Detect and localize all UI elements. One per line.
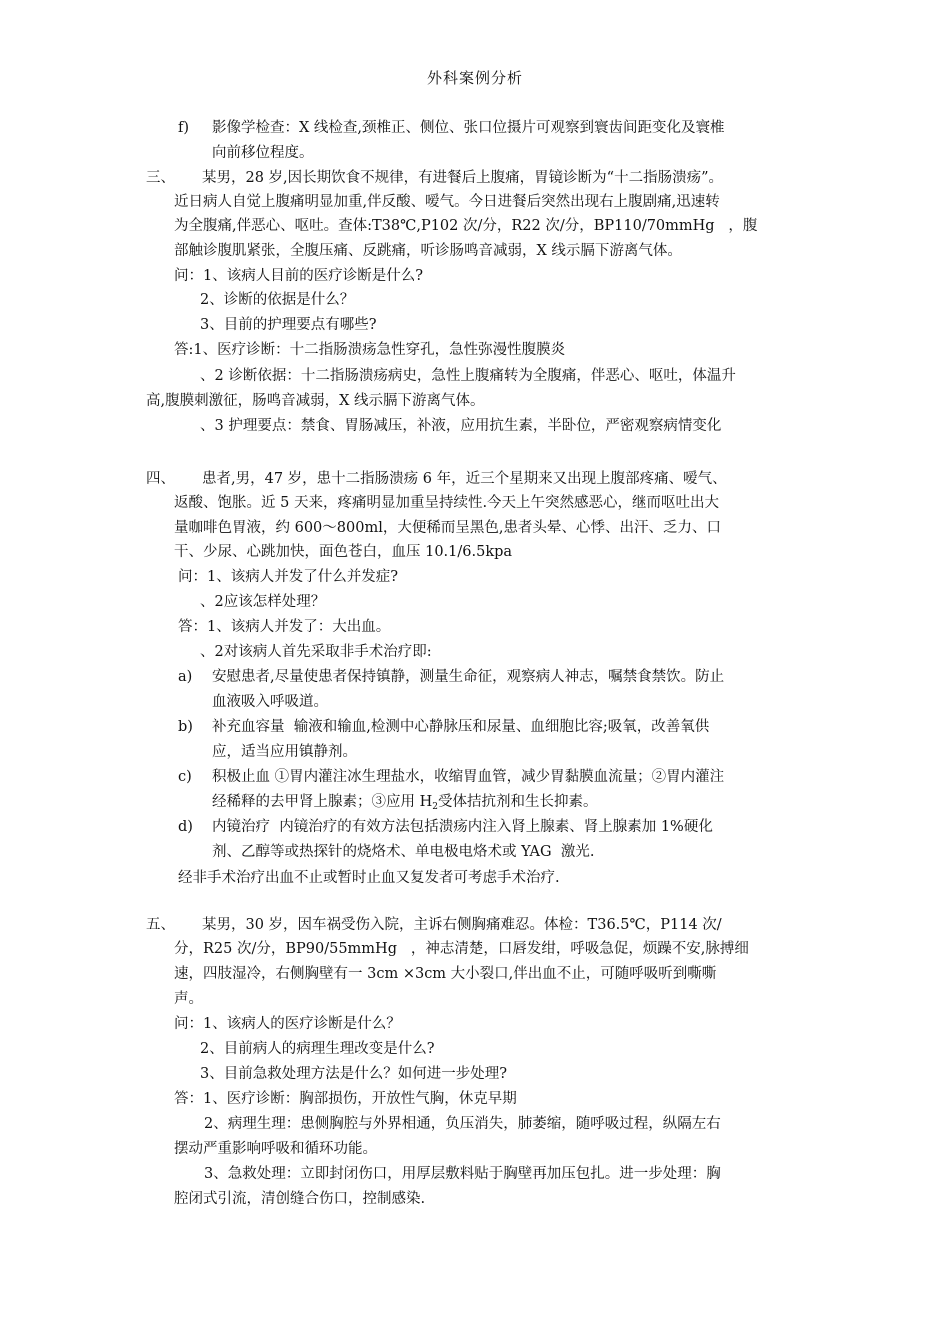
- answer-line: ⁠、2 诊断依据：十二指肠溃疡病史，急性上腹痛转为全腹痛，伴恶心、呕吐，体温升: [200, 368, 736, 384]
- answer-line: 2、病理生理：患侧胸腔与外界相通，负压消失，肺萎缩，随呼吸过程，纵隔左右: [204, 1116, 721, 1132]
- paragraph-line: 返酸、饱胀。近 5 天来，疼痛明显加重呈持续性.今天上午突然感恶心，继而呕吐出大: [174, 495, 720, 511]
- case-number: 五、: [146, 917, 175, 933]
- paragraph-line: 速，四肢湿冷，右侧胸壁有一 3cm ×3cm 大小裂口,伴出血不止，可随呼吸听到嘶嘶: [174, 966, 717, 982]
- answer-line: 、3 护理要点：禁食、胃肠减压，补液，应用抗生素，半卧位，严密观察病情变化: [200, 418, 722, 434]
- question-line: 问：1、该病人的医疗诊断是什么？: [174, 1016, 401, 1032]
- answer-line: 答:1、医疗诊断：十二指肠溃疡急性穿孔，急性弥漫性腹膜炎: [174, 342, 566, 358]
- list-item-line: 剂、乙醇等或热探针的烧烙术、单电极电烙术或 YAG 激光.: [212, 844, 595, 860]
- paragraph-line: 患者,男，47 岁，患十二指肠溃疡 6 年，近三个星期来又出现上腹部疼痛、嗳气、: [202, 471, 727, 487]
- item-label: a): [178, 669, 193, 685]
- item-label: f): [178, 120, 190, 136]
- subscript: 2: [432, 802, 438, 812]
- list-item-line: 应，适当应用镇静剂。: [212, 744, 357, 760]
- paragraph-line: 向前移位程度。: [212, 145, 314, 161]
- list-item-line: 安慰患者,尽量使患者保持镇静，测量生命征，观察病人神志，嘱禁食禁饮。防止: [212, 669, 725, 685]
- question-line: 问：1、该病人目前的医疗诊断是什么?: [174, 268, 423, 284]
- answer-line: 答：1、该病人并发了：大出血。: [178, 619, 391, 635]
- conclusion-line: 经非手术治疗出血不止或暂时止血又复发者可考虑手术治疗.: [178, 870, 560, 886]
- question-line: 、2应该怎样处理？: [200, 594, 326, 610]
- item-label: c): [178, 769, 192, 785]
- list-item-text: 受体拮抗剂和生长抑素。: [438, 794, 598, 810]
- paragraph-line: 部触诊腹肌紧张，全腹压痛、反跳痛，听诊肠鸣音减弱，X 线示膈下游离气体。: [174, 243, 682, 259]
- question-line: 3、目前的护理要点有哪些?: [200, 317, 377, 333]
- paragraph-line: 某男，30 岁，因车祸受伤入院，主诉右侧胸痛难忍。体检：T36.5℃，P114 次/: [202, 917, 722, 933]
- list-item-text: 经稀释的去甲肾上腺素；③应用 H: [212, 794, 433, 810]
- question-line: 2、诊断的依据是什么？: [200, 292, 355, 308]
- answer-line: 高,腹膜刺激征，肠鸣音减弱，X 线示膈下游离气体。: [146, 393, 485, 409]
- answer-line: 答：1、医疗诊断：胸部损伤，开放性气胸，休克早期: [174, 1091, 517, 1107]
- answer-line: 、2对该病人首先采取非手术治疗即:: [200, 644, 432, 660]
- list-item-line: 补充血容量 输液和输血,检测中心静脉压和尿量、血细胞比容;吸氧，改善氧供: [212, 719, 710, 735]
- item-label: d): [178, 819, 193, 835]
- item-label: b): [178, 719, 193, 735]
- question-line: 3、目前急救处理方法是什么？如何进一步处理?: [200, 1066, 507, 1082]
- paragraph-line: 影像学检查：X 线检查,颈椎正、侧位、张口位摄片可观察到寰齿间距变化及寰椎: [212, 120, 725, 136]
- paragraph-line: 分，R25 次/分，BP90/55mmHg ，神志清楚，口唇发绀，呼吸急促，烦躁不安,脉搏细: [174, 941, 749, 957]
- answer-line: 摆动严重影响呼吸和循环功能。: [174, 1141, 377, 1157]
- paragraph-line: 为全腹痛,伴恶心、呕吐。查体:T38℃,P102 次/分，R22 次/分，BP110/70mmHg ，腹: [174, 218, 758, 234]
- paragraph-line: 声。: [174, 991, 203, 1007]
- paragraph-line: 干、少尿、心跳加快，面色苍白，血压 10.1/6.5kpa: [174, 544, 513, 560]
- paragraph-line: 量咖啡色胃液，约 600～800ml，大便稀而呈黑色,患者头晕、心悸、出汗、乏力、口: [174, 520, 721, 536]
- list-item-line: 血液吸入呼吸道。: [212, 694, 328, 710]
- list-item-line: 内镜治疗 内镜治疗的有效方法包括溃疡内注入肾上腺素、肾上腺素加 1%硬化: [212, 819, 713, 835]
- answer-line: 3、急救处理：立即封闭伤口，用厚层敷料贴于胸壁再加压包扎。进一步处理：胸: [204, 1166, 721, 1182]
- case-number: 三、: [146, 170, 175, 186]
- list-item-line: 积极止血 ①胃内灌注冰生理盐水，收缩胃血管，减少胃黏膜血流量；②胃内灌注: [212, 769, 725, 785]
- question-line: 问：1、该病人并发了什么并发症?: [178, 569, 398, 585]
- page-header: 外科案例分析: [426, 69, 523, 87]
- paragraph-line: 近日病人自觉上腹痛明显加重,伴反酸、嗳气。今日进餐后突然出现右上腹剧痛,迅速转: [174, 194, 720, 210]
- paragraph-line: 某男，28 岁,因长期饮食不规律，有进餐后上腹痛，胃镜诊断为“十二指肠溃疡”。: [202, 170, 723, 186]
- case-number: 四、: [146, 471, 175, 487]
- answer-line: 腔闭式引流，清创缝合伤口，控制感染.: [174, 1191, 426, 1207]
- question-line: 2、目前病人的病理生理改变是什么?: [200, 1041, 435, 1057]
